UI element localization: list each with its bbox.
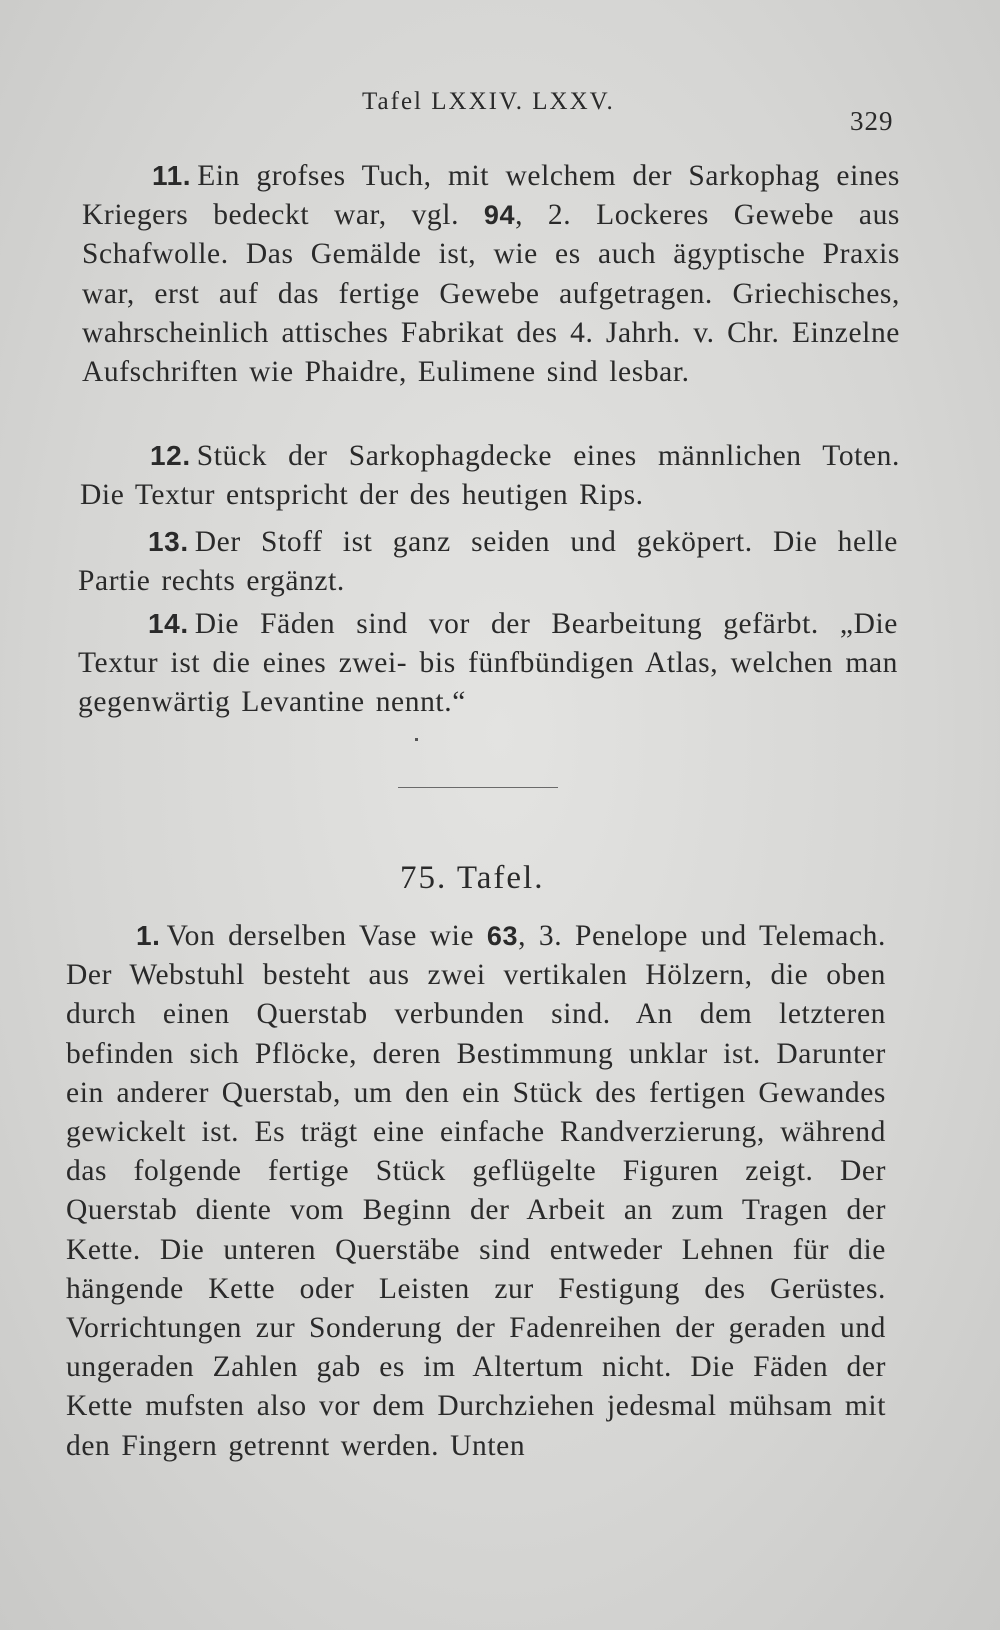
entry-text: , 2. Lockeres Gewebe aus Schafwolle. Das Gemälde ist, wie es auch ägyptische Praxis war, erst auf das fertige Gewebe aufgetragen. Griechisches, wahrscheinlich attisches Fabrikat des 4. Jahrh. v. Chr. Einzelne Aufschriften wie Phaidre, Eulimene sind lesbar. bbox=[82, 199, 900, 389]
section-heading: 75. Tafel. bbox=[400, 860, 545, 896]
entry-14 bbox=[78, 604, 898, 723]
entry-75-1 bbox=[66, 916, 886, 1466]
entry-text: Von derselben Vase wie bbox=[166, 920, 487, 952]
ink-speck bbox=[415, 738, 418, 741]
page-number: 329 bbox=[850, 106, 894, 136]
entry-number: 13. bbox=[148, 526, 189, 557]
entry-text: Ein grofses Tuch, mit welchem der Sarkophag eines Kriegers bedeckt war, vgl. bbox=[82, 160, 900, 232]
entry-number: 12. bbox=[150, 440, 191, 471]
entry-13 bbox=[78, 522, 898, 601]
entry-number: 11. bbox=[152, 160, 192, 191]
entry-11 bbox=[82, 156, 900, 392]
plate-reference: 63 bbox=[486, 921, 519, 951]
page-header bbox=[0, 88, 1000, 136]
plate-reference: 94 bbox=[483, 200, 516, 231]
entry-text: Der Stoff ist ganz seiden und geköpert. Die helle Partie rechts ergänzt. bbox=[78, 526, 898, 598]
entry-text: Die Fäden sind vor der Bearbeitung gefärbt. „Die Textur ist die eines zwei- bis fünfbündigen Atlas, welchen man gegenwärtig Levantine nennt.“ bbox=[78, 608, 898, 719]
entry-number: 1. bbox=[136, 920, 161, 951]
entry-12 bbox=[80, 436, 900, 515]
entry-text: Stück der Sarkophagdecke eines männlichen Toten. Die Textur entspricht der des heutigen Rips. bbox=[80, 440, 900, 512]
entry-number: 14. bbox=[148, 608, 189, 639]
section-divider bbox=[398, 787, 558, 788]
running-title: Tafel LXXIV. LXXV. bbox=[362, 88, 615, 115]
entry-text: , 3. Penelope und Telemach. Der Webstuhl besteht aus zwei vertikalen Hölzern, die oben durch einen Querstab verbunden sind. An dem letzteren befinden sich Pflöcke, deren Bestimmung unklar ist. Darunter ein anderer Querstab, um den ein Stück des fertigen Gewandes gewickelt ist. Es trägt eine einfache Randverzierung, während das folgende fertige Stück geflügelte Figuren zeigt. Der Querstab diente vom Beginn der Arbeit an zum Tragen der Kette. Die unteren Querstäbe sind entweder Lehnen für die hängende Kette oder Leisten zur Festigung des Gerüstes. Vorrichtungen zur Sonderung der Fadenreihen der geraden und ungeraden Zahlen gab es im Altertum nicht. Die Fäden der Kette mufsten also vor dem Durchziehen jedesmal mühsam mit den Fingern getrennt werden. Unten bbox=[66, 920, 887, 1462]
